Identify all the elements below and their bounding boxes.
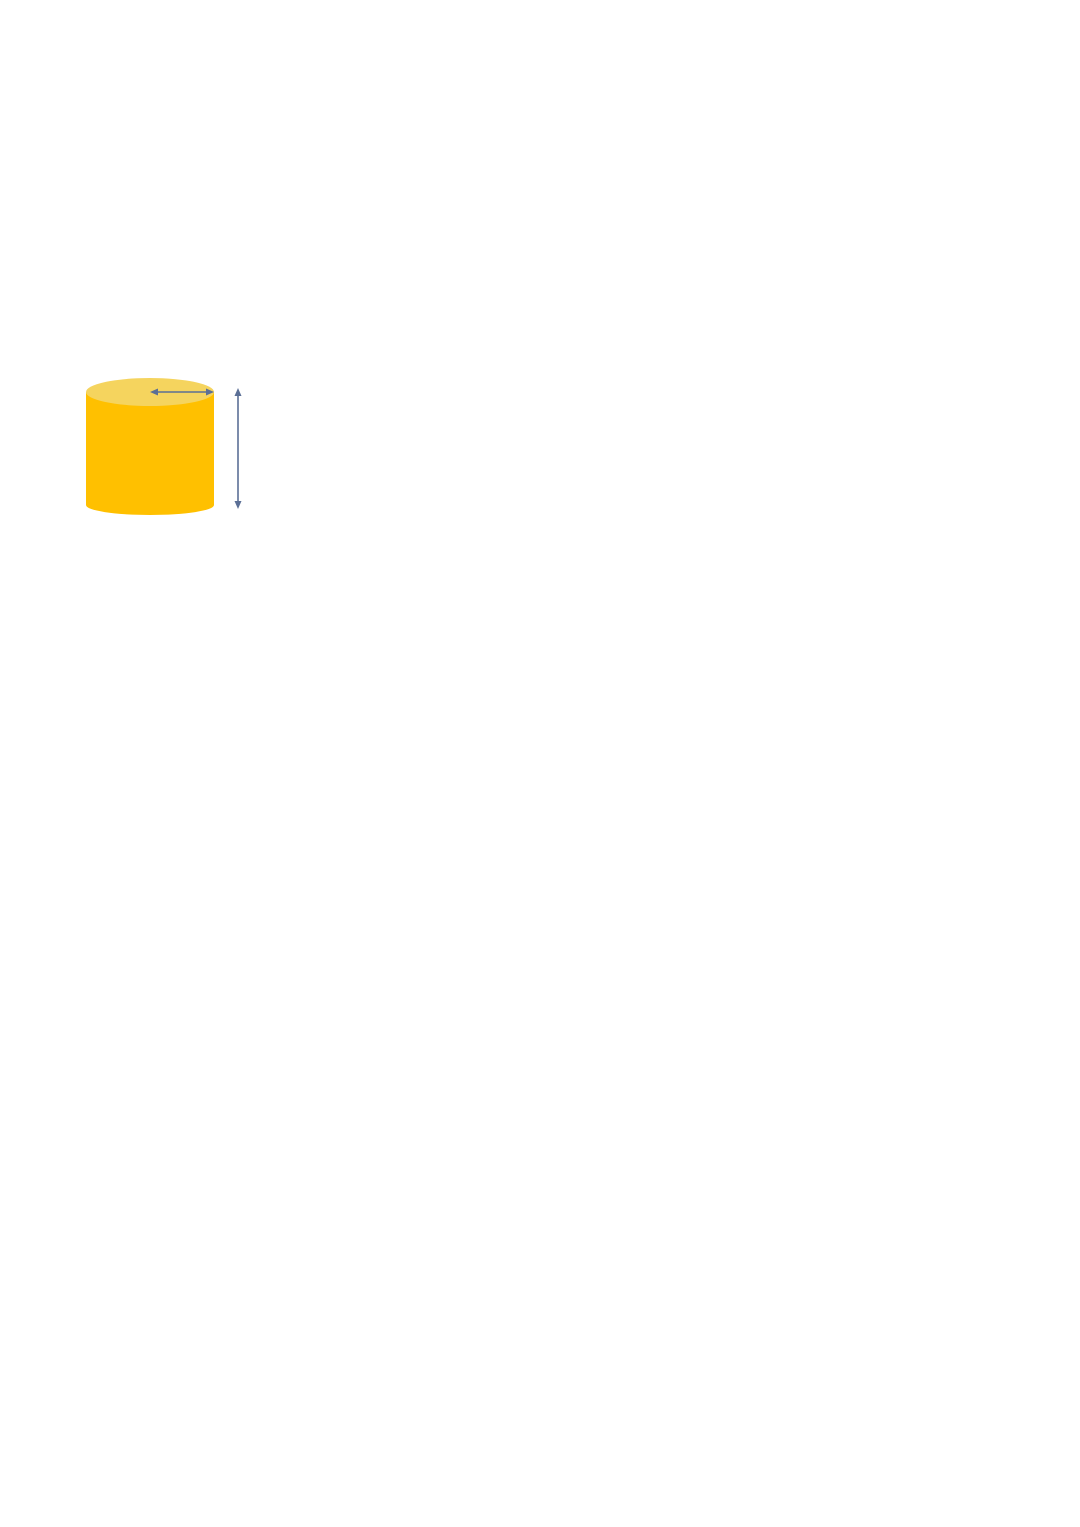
cylinder-diagram <box>80 350 330 540</box>
height-arrowhead-bottom <box>235 501 242 509</box>
cylinder-body <box>86 392 214 515</box>
height-arrowhead-top <box>235 388 242 396</box>
calc-surface-explanation <box>341 375 981 442</box>
